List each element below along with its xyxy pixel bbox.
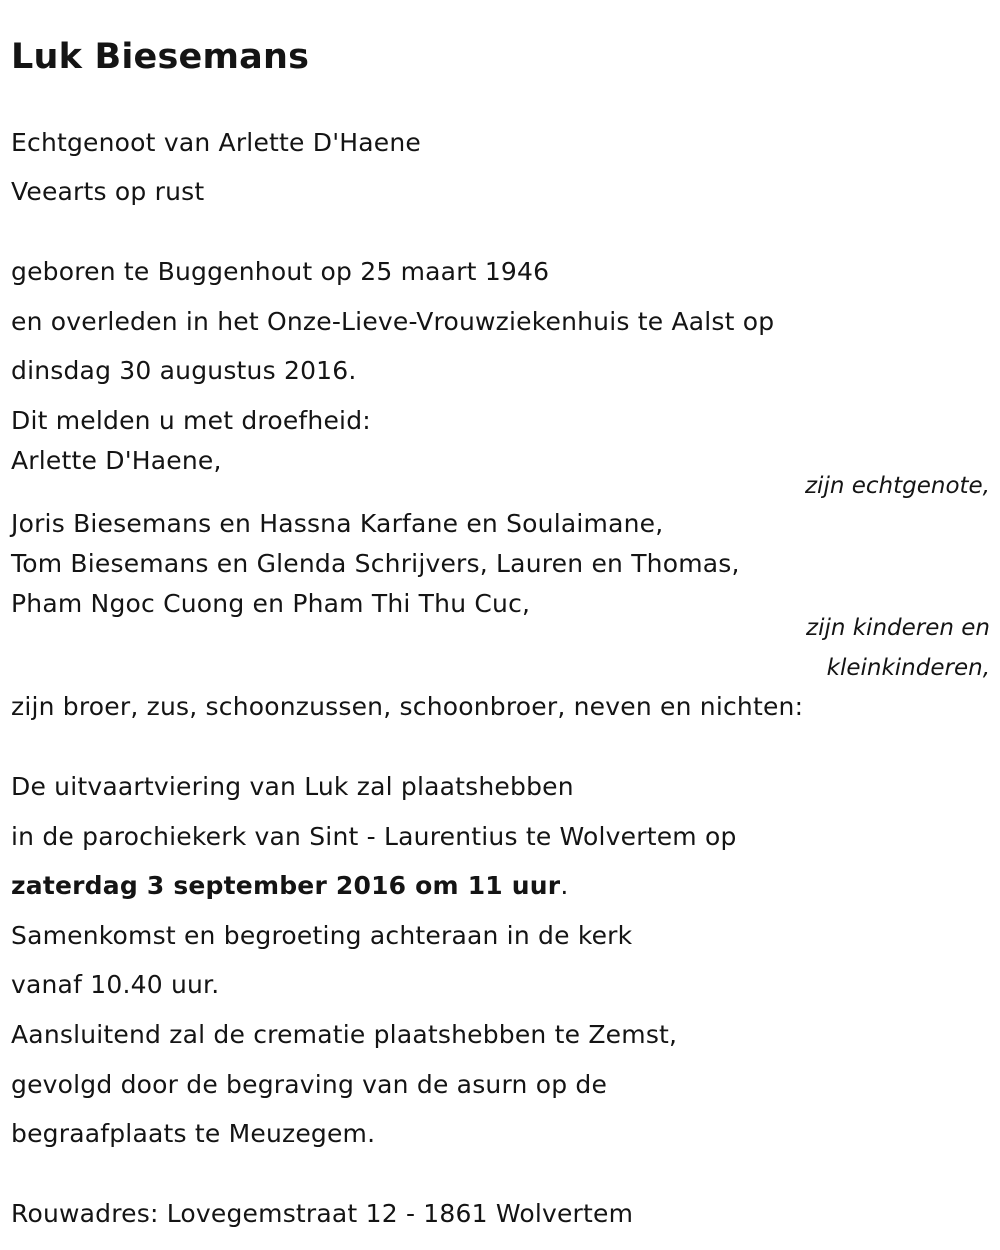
death-line-2: dinsdag 30 augustus 2016. — [11, 356, 357, 385]
mourner-child-2: Tom Biesemans en Glenda Schrijvers, Lauren en Thomas, — [11, 549, 740, 578]
funeral-date-suffix: . — [560, 871, 569, 900]
funeral-line-8: begraafplaats te Meuzegem. — [11, 1119, 376, 1148]
birth-line: geboren te Buggenhout op 25 maart 1946 — [11, 257, 550, 286]
announce-intro: Dit melden u met droefheid: — [11, 406, 371, 435]
mourner-child-1: Joris Biesemans en Hassna Karfane en Soulaimane, — [11, 509, 664, 538]
spouse-relation: zijn echtgenote, — [804, 473, 990, 499]
children-relation-2: kleinkinderen, — [826, 655, 990, 681]
mourning-address: Rouwadres: Lovegemstraat 12 - 1861 Wolvertem — [11, 1199, 634, 1228]
funeral-line-4: Samenkomst en begroeting achteraan in de kerk — [11, 921, 633, 950]
funeral-line-1: De uitvaartviering van Luk zal plaatshebben — [11, 772, 574, 801]
funeral-line-5: vanaf 10.40 uur. — [11, 970, 220, 999]
deceased-name: Luk Biesemans — [11, 37, 310, 77]
profession-line: Veearts op rust — [11, 177, 205, 206]
funeral-date-line — [11, 871, 568, 901]
mourner-others: zijn broer, zus, schoonzussen, schoonbroer, neven en nichten: — [11, 692, 804, 721]
mourner-spouse: Arlette D'Haene, — [11, 446, 222, 475]
mourner-child-3: Pham Ngoc Cuong en Pham Thi Thu Cuc, — [11, 589, 531, 618]
funeral-line-7: gevolgd door de begraving van de asurn op de — [11, 1070, 608, 1099]
funeral-line-2: in de parochiekerk van Sint - Laurentius te Wolvertem op — [11, 822, 737, 851]
spouse-line: Echtgenoot van Arlette D'Haene — [11, 128, 422, 157]
funeral-date: zaterdag 3 september 2016 om 11 uur — [11, 871, 561, 900]
death-line-1: en overleden in het Onze-Lieve-Vrouwziekenhuis te Aalst op — [11, 307, 775, 336]
funeral-line-6: Aansluitend zal de crematie plaatshebben te Zemst, — [11, 1020, 678, 1049]
children-relation-1: zijn kinderen en — [806, 615, 990, 641]
